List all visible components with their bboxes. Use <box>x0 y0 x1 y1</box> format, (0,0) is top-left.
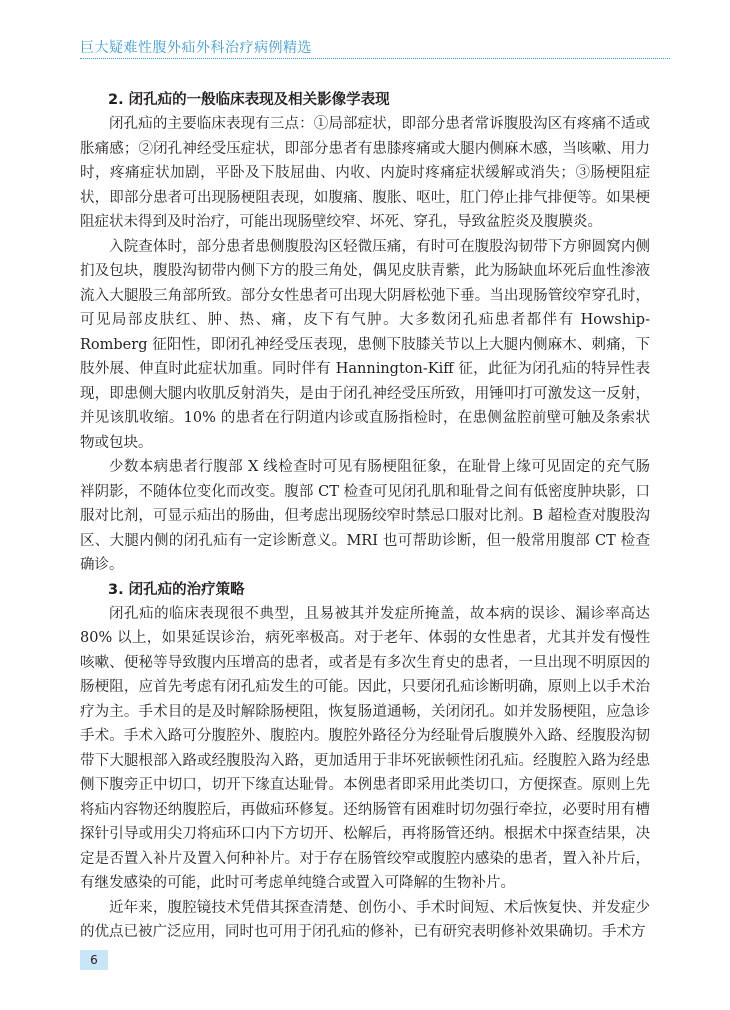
page-number-badge <box>80 950 108 970</box>
paragraph: 入院查体时，部分患者患侧腹股沟区轻微压痛，有时可在腹股沟韧带下方卵圆窝内侧扪及包块，腹股沟韧带内侧下方的股三角处，偶见皮肤青紫，此为肠缺血坏死后血性渗液流入大腿股三角部所致。部分女性患者可出现大阴唇松弛下垂。当出现肠管绞窄穿孔时，可见局部皮肤红、肿、热、痛，皮下有气肿。大多数闭孔疝患者都伴有 Howship-Romberg 征阳性，即闭孔神经受压表现，患侧下肢膝关节以上大腿内侧麻木、刺痛，下肢外展、伸直时此症状加重。同时伴有 Hannington-Kiff 征，此征为闭孔疝的特异性表现，即患侧大腿内收肌反射消失，是由于闭孔神经受压所致，用锤叩打可激发这一反射，并见该肌收缩。10% 的患者在行阴道内诊或直肠指检时，在患侧盆腔前壁可触及条索状物或包块。 <box>80 238 650 451</box>
paragraph: 闭孔疝的主要临床表现有三点：①局部症状，即部分患者常诉腹股沟区有疼痛不适或胀痛感；②闭孔神经受压症状，即部分患者有患膝疼痛或大腿内侧麻木感，当咳嗽、用力时，疼痛症状加剧，平卧及下肢屈曲、内收、内旋时疼痛症状缓解或消失；③肠梗阻症状，即部分患者可出现肠梗阻表现，如腹痛、腹胀、呕吐，肛门停止排气排便等。如果梗阻症状未得到及时治疗，可能出现肠壁绞窄、坏死、穿孔，导致盆腔炎及腹膜炎。 <box>80 116 650 230</box>
page-number: 6 <box>90 953 98 967</box>
paragraph: 近年来，腹腔镜技术凭借其探查清楚、创伤小、手术时间短、术后恢复快、并发症少的优点已被广泛应用，同时也可用于闭孔疝的修补，已有研究表明修补效果确切。手术方 <box>80 899 650 940</box>
section-heading-clinical-features: 2. 闭孔疝的一般临床表现及相关影像学表现 <box>108 92 390 108</box>
page-body <box>80 88 650 945</box>
paragraph: 少数本病患者行腹部 X 线检查时可见有肠梗阻征象，在耻骨上缘可见固定的充气肠袢阴影，不随体位变化而改变。腹部 CT 检查可见闭孔肌和耻骨之间有低密度肿块影，口服对比剂，可显示疝出的肠曲，但考虑出现肠绞窄时禁忌口服对比剂。B 超检查对腹股沟区、大腿内侧的闭孔疝有一定诊断意义。MRI 也可帮助诊断，但一般常用腹部 CT 检查确诊。 <box>80 459 650 573</box>
running-header <box>0 0 730 62</box>
section-heading-treatment-strategy: 3. 闭孔疝的治疗策略 <box>108 581 245 598</box>
header-divider <box>80 58 670 59</box>
book-title: 巨大疑难性腹外疝外科治疗病例精选 <box>80 40 312 56</box>
paragraph: 闭孔疝的临床表现很不典型，且易被其并发症所掩盖，故本病的误诊、漏诊率高达 80% 以上，如果延误诊治，病死率极高。对于老年、体弱的女性患者，尤其并发有慢性咳嗽、便秘等导致腹内压增高的患者，或者是有多次生育史的患者，一旦出现不明原因的肠梗阻，应首先考虑有闭孔疝发生的可能。因此，只要闭孔疝诊断明确，原则上以手术治疗为主。手术目的是及时解除肠梗阻，恢复肠道通畅，关闭闭孔。如并发肠梗阻，应急诊手术。手术入路可分腹腔外、腹腔内。腹腔外路径分为经耻骨后腹膜外入路、经腹股沟韧带下大腿根部入路或经腹股沟入路，更加适用于非坏死嵌顿性闭孔疝。经腹腔入路为经患侧下腹旁正中切口，切开下缘直达耻骨。本例患者即采用此类切口，方便探查。原则上先将疝内容物还纳腹腔后，再做疝环修复。还纳肠管有困难时切勿强行牵拉，必要时用有槽探针引导或用尖刀将疝环口内下方切开、松解后，再将肠管还纳。根据术中探查结果，决定是否置入补片及置入何种补片。对于存在肠管绞窄或腹腔内感染的患者，置入补片后，有继发感染的可能，此时可考虑单纯缝合或置入可降解的生物补片。 <box>80 605 650 891</box>
